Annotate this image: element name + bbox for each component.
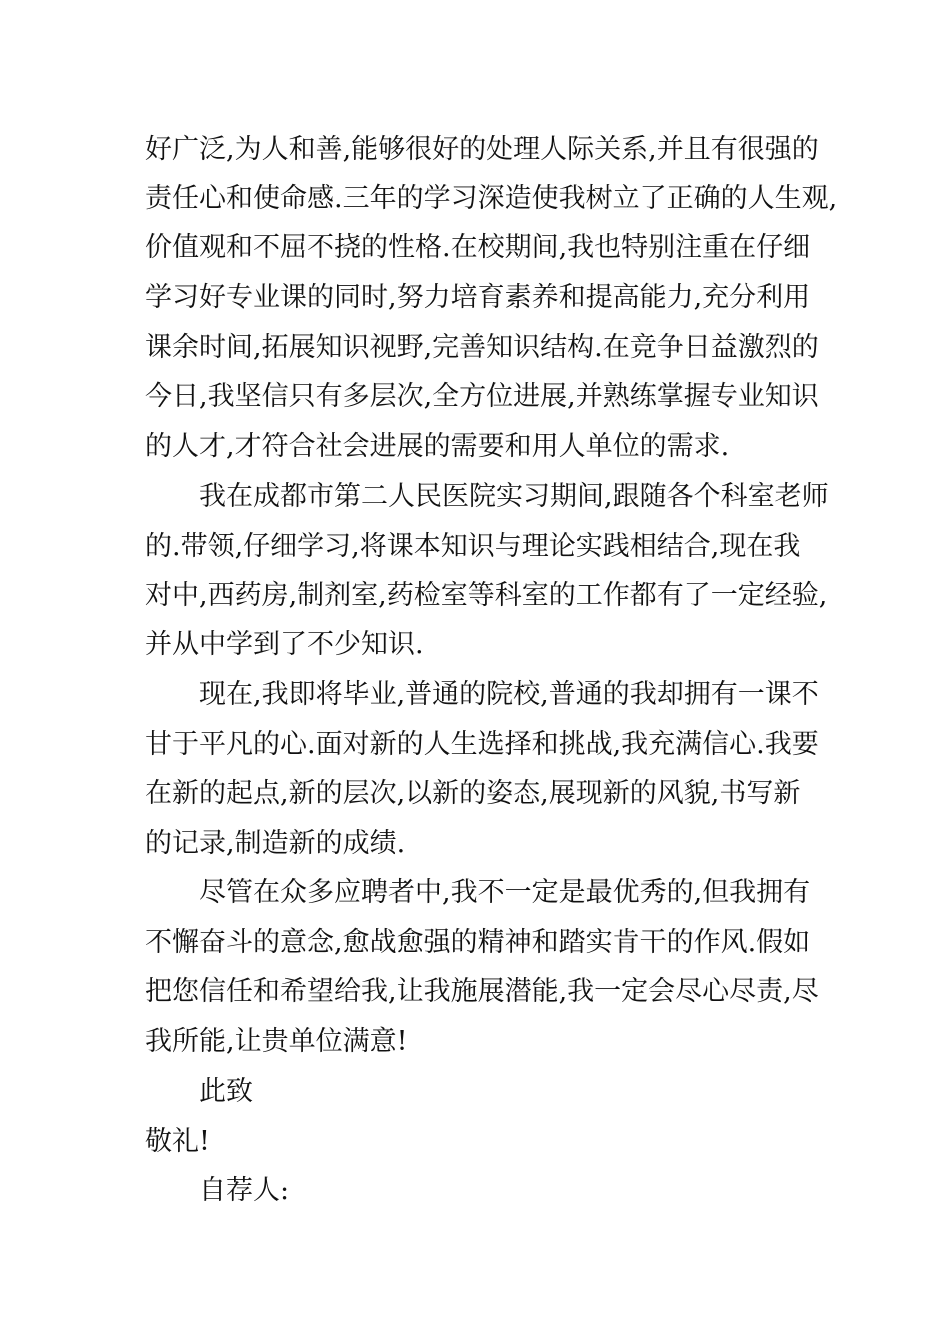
- text-line: 今日,我坚信只有多层次,全方位进展,并熟练掌握专业知识: [145, 381, 819, 412]
- signature-label: 自荐人:: [199, 1175, 290, 1206]
- text-line: 不懈奋斗的意念,愈战愈强的精神和踏实肯干的作风.假如: [145, 927, 811, 958]
- text-line: 学习好专业课的同时,努力培育素养和提高能力,充分利用: [145, 282, 811, 313]
- text-line: 并从中学到了不少知识.: [145, 629, 424, 660]
- text-line: 价值观和不屈不挠的性格.在校期间,我也特别注重在仔细: [145, 232, 811, 263]
- text-line: 在新的起点,新的层次,以新的姿态,展现新的风貌,书写新: [145, 778, 801, 809]
- text-line: 责任心和使命感.三年的学习深造使我树立了正确的人生观,: [145, 183, 838, 214]
- closing-regards: 敬礼!: [145, 1126, 210, 1157]
- text-line: 现在,我即将毕业,普通的院校,普通的我却拥有一课不: [199, 679, 819, 710]
- text-line: 我在成都市第二人民医院实习期间,跟随各个科室老师: [199, 481, 829, 512]
- closing-salutation: 此致: [199, 1076, 253, 1107]
- text-line: 的记录,制造新的成绩.: [145, 828, 406, 859]
- text-line: 甘于平凡的心.面对新的人生选择和挑战,我充满信心.我要: [145, 729, 819, 760]
- text-line: 尽管在众多应聘者中,我不一定是最优秀的,但我拥有: [199, 877, 811, 908]
- text-line: 课余时间,拓展知识视野,完善知识结构.在竞争日益激烈的: [145, 332, 819, 363]
- text-line: 对中,西药房,制剂室,药检室等科室的工作都有了一定经验,: [145, 580, 828, 611]
- text-line: 把您信任和希望给我,让我施展潜能,我一定会尽心尽责,尽: [145, 976, 819, 1007]
- text-line: 的.带领,仔细学习,将课本知识与理论实践相结合,现在我: [145, 531, 801, 562]
- text-line: 我所能,让贵单位满意!: [145, 1026, 408, 1057]
- text-line: 好广泛,为人和善,能够很好的处理人际关系,并且有很强的: [145, 134, 819, 165]
- text-line: 的人才,才符合社会进展的需要和用人单位的需求.: [145, 431, 730, 462]
